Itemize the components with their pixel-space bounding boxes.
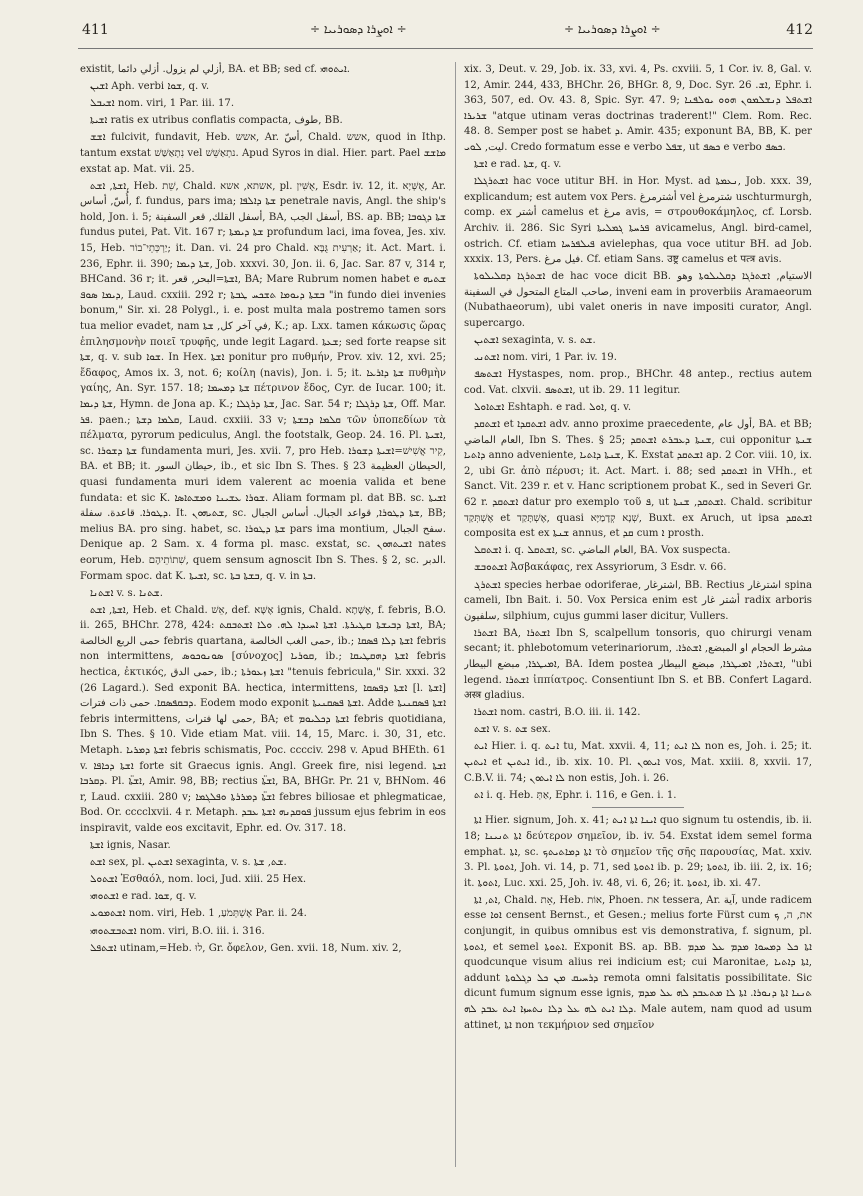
dictionary-entry: ܐܫܬܐ, ܐܫܬ, Heb. et Chald. אֵשׁ, def. אֶשָּׁא ignis, Chald. אֶשָּׁתָא, f. febris, B.O. ii. 265, BHChr. 278, 424: ܐܫܬܐ ܕܒܝܫܬܐ ܩܛܝܪܬܐ. ܐܫܬܐ ܐܚܝܕܐ ܠܗ. ܘܠܐ ܐܫܬܒܩܬ, BA; حمى الربع الخالصة febris quartana, حمى الغب الخالصة, ib.; ܐܫܬܐ ܕܠܐ ܦܣܩܐ febris non intermittens, ܣܘܢܘܟܘܣ [σύνοχος] ܩܘܪܝܐ, ib.; ܐܫܬܐ ܕܗܩܛܝܩܐ febris hectica, ἐκτικός, حمى الدق, ib.; ܐܫܬܐ ܙܥܘܪܬܐ "tenuis febricula," Sir. xxxi. 32 (26 Lagard.). Sed exponit BA. hectica, intermittens, ܐܫܬܐ ܕܦܣܩܐ [l. ܐܫܬܐ] ܕܒܩܦܣܩܐ. حمى ذات فترات. Eodem modo exponit ܐܫܬܐ ܦܣܩܢܝܬܐ. Adde ܐܫܬܐ ܦܣܩܢܝܬܐ febris intermittens, حمى لها فترات, BA; et ܐܫܬܐ ܕܟܠܝܘܡ febris quotidiana, Ibn S. Thes. § 10. Vide etiam Mat. viii. 14, 15, Marc. i. 30, 31, etc. Metaph. ܐܫܬܐ ܕܡܪܝܐ febris schismatis, Poc. cccciv. 298 v. Apud BHEth. 61 v. ܐܫܬܐ ܕܟܐܦܐ forte sit Graecus ignis. Angl. Greek fire, nisi legend. ܐܫܬܐ ܕܩܪܒܐ. Pl. ܐܫܬܐ̈, Amir. 98, BB; rectius ܐܫܬ̈ܐ, BA, BHGr. Pr. 21 v, BHNom. 46 r, Laud. cxxiii. 280 v; ܐܫܬܐ̈ ܕܡܪܪܬܐ ܘܦܠܓܡܐ febres biliosae et phlegmaticae, Bod. Or. cccclxvii. 4 r. Metaph. ܦܘܩܕܢܗ ܐܫܬܐ ܥܒܕ jussum ejus febrim in eos inspiravit, valde eos excitavit, Ephr. ed. Ov. 317. 18. bbox=[80, 604, 446, 834]
dictionary-entry: ܐܫܝܢ Aph. verbi ܫܘܐ, q. v. bbox=[90, 81, 210, 93]
dictionary-entry: ܐܫܬܐ ignis, Nasar. bbox=[90, 840, 171, 852]
dictionary-entry: ܐܫܬ sex, pl. ܐܫܬܝܢ sexaginta, v. s. ܫܬ, ܫܬܐ. bbox=[90, 857, 287, 869]
running-title-right: ÷ ܐܘܨܪܐ ܕܣܘܪܝܝܐ ÷ bbox=[564, 22, 661, 36]
right-column bbox=[464, 62, 812, 1172]
dictionary-entry: ܐܫܬܢܝ nom. viri, 1 Par. iv. 19. bbox=[474, 352, 617, 364]
dictionary-entry: existit, أزلي لم يزول. أزلي دائما, BA. et BB; sed cf. ܐܝܬܘܗܝ. bbox=[80, 64, 351, 75]
left-column bbox=[80, 62, 446, 1172]
dictionary-entry: ܐܫܬܘܒܫ Ἀσβακάφας, rex Assyriorum, 3 Esdr. v. 66. bbox=[474, 562, 727, 574]
column-divider bbox=[455, 62, 456, 1167]
dictionary-entry: ܐܫܬ v. s. ܫܬ sex. bbox=[474, 724, 551, 736]
dictionary-entry: ܐܫܬܪܓܐ ܕܩܠܝܠܘܬܐ de hac voce dicit BB. الاستيام, ܐܫܬܪܓܐ ܕܩܠܝܠܘܬܐ وهو صاحب المتاع المتحول في السفينة, inveni eam in proverbiis Aramaeorum (Nubathaeorum), ubi valet oneris in nave impositi curator, Angl. supercargo. bbox=[464, 271, 812, 329]
dictionary-entry: ܐܫܬܪܐ nom. castri, B.O. iii. ii. 142. bbox=[474, 707, 641, 719]
page-number-right: 412 bbox=[786, 22, 813, 38]
dictionary-entry: ܐܫܬܦܠ utinam,=Heb. לוּ, Gr. ὄφελον, Gen. xvii. 18, Num. xiv. 2, bbox=[90, 942, 402, 954]
dictionary-entry: ܐܫܬܘܗܝ e rad. ܫܘܐ, q. v. bbox=[90, 891, 197, 903]
dictionary-entry: ܐܫܬܢܐ v. s. ܫܬܢܐ. bbox=[90, 587, 163, 599]
dictionary-entry: ܐܬ, ܐܬܐ, Chald. אָת, Heb. אוֹת, Phoen. את tessera, Ar. آية, unde radicem esse ܐܘܐ censent Bernst., et Gesen.; melius forte Fürst cum את, ה, ܟ conjungit, in quibus omnibus est vis demonstrativa, f. signum, pl. ܐܬܘܬܐ, et semel ܐܬܘܬܐ. Exponit BS. ap. BB. ܐܬܐ ܟܠ ܕܡܚܘܐ ܡܕܡ ܥܠ ܡܕܡ quodcunque visum alius rei indicium est; cui Maronitae, ܐܬܐ ܕܐܬܝܐ, addunt ܕܪܚܝܩ ܡܢ ܟܠ ܕܓܠܘܬܐ remota omni falsitatis possibilitate. Sic dicunt fumum signum esse ignis, ܬܢܢܐ ܐܬܐ ܕܢܘܪܐ. ܐܬܐ ܠܐ ܡܬܥܒܕ ܠܗ ܥܠ ܡܕܡ ܕܠܐ ܐܝܬ ܠܗ ܥܠ ܕܠܐ ܢܬܚܙܐ ܐܝܬ ܥܒܕ ܠܗ. Male autem, nam quod ad usum attinet, ܐܬܐ non τεκμήριον sed σημεῖον bbox=[464, 894, 812, 1031]
dictionary-entry: ܐܫܬܩܕ et ܐܫܬܩܕܐ adv. anno proxime praecedente, أول عام, BA. et BB; العام الماضي, Ibn S. Thes. § 25; ܫܢܬܐ ܕܥܒܪܬ ܐܫܬܩܕ, cui opponitur ܫܢܬܐ ܕܐܬܝܐ anno adveniente, ܫܢܬܐ ܕܐܬܝܐ, K. Exstat ܐܫܬܩܕ ap. 2 Cor. viii. 10, ix. 2, ubi Gr. ἀπὸ πέρυσι; it. Act. Mart. i. 88; sed ܐܫܬܩܕ in VHh., et Sanct. Vit. 239 r. et v. Hanc scriptionem probat K., sed in Severi Gr. 62 r. ܐܫܬܩܕ datur pro exemplo τοῦ ܦ, ut ܐܫܬܩܕ, ܫܢܬܐ. Chald. scribitur אֶשְׁתְּקַד et אֶשְׁתָּקַד, quasi שְׁנָא קְדָמַיָּא, Buxt. ex Aruch, ut ipsa ܐܫܬܩܕ composita est ex ܫܢܬܐ annus, et ܩܕ cum ܐ prosth. bbox=[464, 419, 812, 540]
dictionary-entry: ܐܫܬܩܠ i. q. ܐܫܬܩܠ, sc. العام الماضي, BA. Vox suspecta. bbox=[474, 545, 731, 557]
dictionary-entry: ܐܫܬܒܫܬܘܗܝ nom. viri, B.O. iii. i. 316. bbox=[90, 925, 265, 937]
dictionary-entry: ܐܫܬܘܠ Ἐσθαόλ, nom. loci, Jud. xiii. 25 Hex. bbox=[90, 874, 307, 886]
running-header bbox=[78, 18, 813, 49]
dictionary-entry: ܐܫܬܐܘܠ Eshtaph. e rad. ܐܘܠ, q. v. bbox=[474, 401, 632, 413]
dictionary-entry: ܐܫܬܪܓ species herbae odoriferae, اشترغار, BB. Rectius اشترغار spina cameli, Ibn Bait. i. 50. Vox Persica enim est أشتر غار radix arboris سلفيون, silphium, cujus gummi laser dicitur, Vullers. bbox=[464, 579, 812, 622]
dictionary-entry: ܐܫܬܐ, ܐܫܬ, Heb. שֵׁת, Chald. אשתא, אשא, pl. אֻשִּׁין, Esdr. iv. 12, it. אֻשְּׁיָא, Ar. أُسّ, أساس, f. fundus, pars ima; ܫܬܐ ܕܐܠܦܐ penetrale navis, Angl. the ship's hold, Jon. i. 5; أسفل القلك, قعر السفينة, BA, أسفل الجب, BS. ap. BB; ܫܬܐ ܕܓܘܒܐ fundus putei, Pat. Vit. 167 r; ܫܬܐ ܕܝܡܬܐ profundum laci, ima fovea, Jes. xiv. 15, Heb. יַרְכְּתֵי־בוֹר; it. Dan. vi. 24 pro Chald. אַרְעִית גֻּבָּא; it. Act. Mart. i. 236, Ephr. ii. 390; ܫܬܐ ܕܝܡܐ, Job. xxxvi. 30, Jon. ii. 6, Jac. Sar. 87 v, 314 r, BHCand. 36 r; it. ܐܫܬܐ=البحر, قعر, BA; Mare Rubrum nomen habet e ܫܬܝܗ ܕܝܡܐ ܣܘܦ, Laud. cxxiii. 292 r; ܒܫܬܐ ܕܝܘܡܐ ܬܫܟܚ ܛܒܬܐ "in fundo diei invenies bonum," Sir. xi. 28 Polygl., i. e. post multa mala postremo tamen sors tua melior evadet, nam في آخر كل, ܫܬܐ, K.; ap. Lxx. tamen κάκωσις ὥρας ἐπιλησμονὴν ποιεῖ τρυφῆς, unde legit Lagard. ܫܥܬܐ; sed forte reapse sit ܫܬܐ, q. v. sub ܫܘܐ. In Hex. ܐܫܬܐ ponitur pro πυθμήν, Prov. xiv. 12, xvi. 25; ἔδαφος, Amos ix. 3, not. 6; κοίλη (navis), Jon. i. 5; it. ܫܬܐ ܕܐܪܥܐ πυθμὴν γαίης, An. Syr. 157. 18; ܫܬܐ ܕܡܚܡܐ πέτρινον ἔδος, Cyr. de Iucar. 100; it. ܫܬܐ ܕܝܡܐ, Hymn. de Jona ap. K.; ܫܬܐ ܕܪܓܠܐ, Jac. Sar. 54 r; ܫܬܐ ܕܪܓܠܐ, Off. Mar. ܦܪ. paen.; ܩܠܡܐ ܕܫܬܐ, Laud. cxxiii. 33 v; ܩܠܡܐ ܕܒܫܬܐ τῶν ὑποπεδίων τὰ πέλματα, pyrorum pediculus, Angl. the footstalk, Geop. 24. 16. Pl. ܐܫܝܬܐ, sc. ܫܬܐ ܕܫܘܪܐ fundamenta muri, Jes. xvii. 7, pro Heb. קִיר אֲשִׁישׁ=ܐܫܝܬܐ ܕܫܘܪܐ, BA. et BB; it. حيطان السور, ib., et sic Ibn S. Thes. § 23 الحيطان العظيمة, quasi fundamenta muri idem valerent ac moenia valida et bene fundata: et sic K. ܫܘܪܐ ܥܫܝܢܐ ܘܡܫܬܐܣܐ. Aliam formam pl. dat BB. sc. ܐܫܝܬܐ ܕܛܘܪܐ. قاعدة. سفلة. It. ܫܬܝܗܘܢ, sc. ܫܬܐ ܕܛܘܪܐ, قواعد الجبال. أساس الجبال, BB; melius BA. pro sing. habet, sc. ܫܬܐ ܕܛܘܪܐ pars ima montium, سفح الجبال. Denique ap. 2 Sam. x. 4 forma pl. masc. exstat, sc. ܐܫܝܬܗܘܢ nates eorum, Heb. שִׁתוֹתֵיהֶם, quem sensum agnoscit Ibn S. Thes. § 2, sc. الدبر. Formam spoc. dat K. ܐܫܝܬܐ, sc. ܒܫܬܐ ܒܬܐ, q. v. in ܒܬܐ. bbox=[80, 180, 446, 582]
dictionary-entry: ܐܫܫ fulcivit, fundavit, Heb. אשש, Ar. أسّ, Chald. אשש, quod in Ithp. tantum exstat נִתְאַשַּׁשׁ vel נתְאַשֵּׁשׁ. Apud Syros in dial. Hier. part. Pael ܡܐܫܫ exstat ap. Mat. vii. 25. bbox=[80, 132, 446, 175]
dictionary-entry: ܐܬ i. q. Heb. אַתְּ, Ephr. i. 116, e Gen. i. 1. bbox=[474, 789, 677, 801]
dictionary-entry: ܐܫܬܡܘܥ nom. viri, Heb. אֶשְׁתְּמֹעַ, 1 Par. ii. 24. bbox=[90, 908, 307, 920]
dictionary-entry: ܐܫܝܒܠ nom. viri, 1 Par. iii. 17. bbox=[90, 98, 235, 110]
dictionary-entry: xix. 3, Deut. v. 29, Job. ix. 33, xvi. 4, Ps. cxviii. 5, 1 Cor. iv. 8, Gal. v. 12, Amir. 244, 433, BHChr. 26, BHGr. 8, 9, Doc. Syr. ܐܫ. 26, Ephr. i. 363, 507, ed. Ov. 43. 8, Spic. Syr. 47. 9; ܐܫܬܦܠ ܕܢܫܠܡܘܢ ܗܘܘ ܝܘܠܦܢܐ ܫܪܝܪܐ "atque utinam veras doctrinas traderent!" Clem. Rom. Rec. 48. 8. Semper post se habet ܕ. Amir. 435; exponunt BA, BB, K. per ليت, ܠܘܝ. Credo formatum esse e verbo ܫܦܠ, ut ܟܣܦ e verbo ܟܣܦ. bbox=[464, 64, 812, 153]
page-number-left: 411 bbox=[82, 22, 109, 38]
dictionary-entry: ܐܫܬܣܦ Hystaspes, nom. prop., BHChr. 48 antep., rectius autem cod. Vat. clxvii. ܐܫܬܣܦ, ut ib. 29. 11 legitur. bbox=[464, 369, 812, 396]
dictionary-entry: ܐܫܬܪܓܠܐ hac voce utitur BH. in Hor. Myst. ad ܢܥܡܬܐ, Job. xxx. 39, explicandum; est autem vox Pers. أشترمرغ vel شترمرغ uschturmurgh, comp. ex أشتر camelus et مرغ avis, = στρουθοκάμηλος, cf. Lorsb. Archiv. ii. 286. Sic Syri ܦܪܚܬܐ ܓܡܠܝܬܐ avicamelus, Angl. bird-camel, ostrich. Cf. etiam ܦܝܠܦܪܚܐ avielephas, qua voce utitur BH. ad Job. xxxix. 13, Pers. فيل مرغ. Cf. etiam Sans. उष्ट्र camelus et पत्त्र avis. bbox=[464, 176, 812, 266]
dictionary-entry: ܐܫܬܐ e rad. ܫܬܐ, q. v. bbox=[474, 159, 562, 171]
dictionary-entry: ܐܫܝܬܐ ratis ex utribus conflatis compacta, طوف, BB. bbox=[90, 115, 343, 127]
running-title-left: ÷ ܐܘܨܪܐ ܕܣܘܪܝܝܐ ÷ bbox=[310, 22, 407, 36]
dictionary-entry: ܐܫܬܝܢ sexaginta, v. s. ܫܬ. bbox=[474, 335, 596, 347]
dictionary-entry: ܐܫܬܪܐ BA, ܐܫܬܪܐ Ibn S, scalpellum tonsoris, quo chirurgi venam secant; it. phlebotomum veterinariorum, مشرط الحجام او المبضع, ܐܫܬܪܐ. ܐܡܝܛܪܐ, مبضع البيطار, BA. Idem postea ܐܫܬܪܐ, ܐܡܝܛܪܐ, مبضع البيطار, "ubi legend. ܐܫܬܪܐ ἰππίατρος. Consentiunt Ibn S. et BB. Confert Lagard. अस्त्र gladius. bbox=[464, 627, 812, 702]
dictionary-entry: ܐܬܐ Hier. signum, Joh. x. 41; ܐܝܢܐ ܐܬܐ ܐܢܬ quo signum tu ostendis, ib. ii. 18; ܐܬܐ ܬܢܝܢܐ δεύτερον σημεῖον, ib. iv. 54. Exstat idem semel forma emphat. ܐܬܐ, sc. ܐܬܐ ܕܡܐܬܝܬܟ τὸ σημεῖον τῆς σῆς παρουσίας, Mat. xxiv. 3. Pl. ܐܬܘܬܐ, Joh. vi. 14, p. 71, sed ܐܬܘܬܐ ib. p. 29; ܐܬܘܬܐ, ib. iii. 2, ix. 16; it. ܐܬܘܬܐ, Luc. xxi. 25, Joh. iv. 48, vi. 6, 26; it. ܐܬܘܬܐ, ib. xi. 47. bbox=[464, 815, 812, 889]
dictionary-entry: ܐܝܬ Hier. i. q. ܐܢܬ tu, Mat. xxvii. 4, 11; ܠܐ ܐܝܬ non es, Joh. i. 25; it. ܐܝܬܝܢ et ܐܝܬܝܢ id., ib. xix. 10. Pl. ܐܝܬܘܢ vos, Mat. xxiii. 8, xxvii. 17, C.B.V. ii. 74; ܠܐ ܐܝܬܘܢ non estis, Joh. i. 26. bbox=[464, 741, 812, 784]
entry-separator bbox=[592, 807, 684, 808]
